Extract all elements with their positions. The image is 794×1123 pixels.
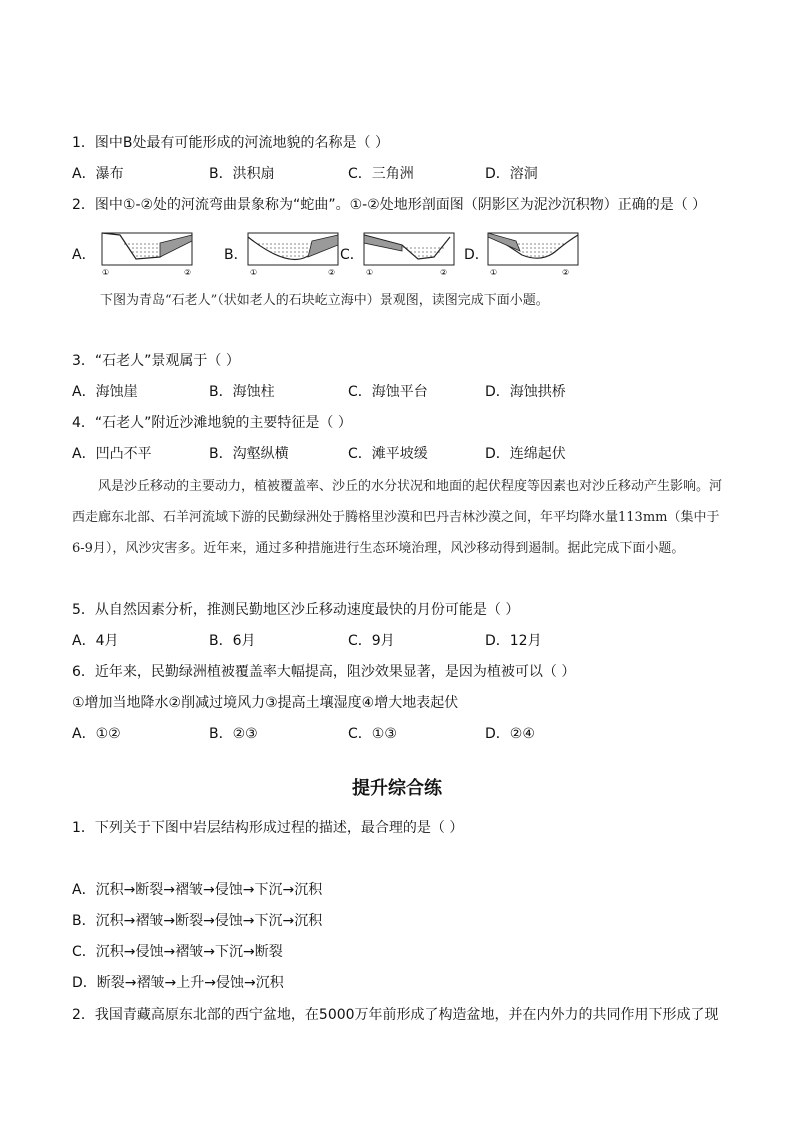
option-b: B．②③ xyxy=(209,726,258,742)
question-4-stem: 4．“石老人”附近沙滩地貌的主要特征是（ ） xyxy=(72,415,352,431)
question-6-stem: 6．近年来，民勤绿洲植被覆盖率大幅提高，阻沙效果显著，是因为植被可以（ ） xyxy=(72,664,576,680)
s2-q1-option-d: D．断裂→褶皱→上升→侵蚀→沉积 xyxy=(72,975,284,991)
s2-question-2-stem: 2．我国青藏高原东北部的西宁盆地，在5000万年前形成了构造盆地，并在内外力的共同作用下形成了现 xyxy=(72,1007,719,1023)
option-d: D．海蚀拱桥 xyxy=(485,384,566,400)
point-mark-1: ① xyxy=(490,268,498,277)
reading-passage: 风是沙丘移动的主要动力，植被覆盖率、沙丘的水分状况和地面的起伏程度等因素也对沙丘移动产生影响。河西走廊东北部、石羊河流域下游的民勤绿洲处于腾格里沙漠和巴丹吉林沙漠之间，年平均降水量113mm（集中于6-9月），风沙灾害多。近年来，通过多种措施进行生态环境治理，风沙移动得到遏制。据此完成下面小题。 xyxy=(72,479,723,556)
option-d: D．溶洞 xyxy=(485,166,538,182)
point-mark-1: ① xyxy=(250,268,258,277)
s2-q1-option-b: B．沉积→褶皱→断裂→侵蚀→下沉→沉积 xyxy=(72,913,323,929)
option-c: C．三角洲 xyxy=(348,166,414,182)
option-b-label: B． xyxy=(224,247,248,263)
question-4-options xyxy=(72,445,732,463)
option-c-label: C． xyxy=(340,247,364,263)
section-title: 提升综合练 xyxy=(352,778,442,799)
option-d: D．12月 xyxy=(485,633,542,649)
option-b: B．沟壑纵横 xyxy=(209,446,289,462)
question-1-stem: 1．图中B处最有可能形成的河流地貌的名称是（ ） xyxy=(72,135,389,151)
point-mark-2: ② xyxy=(440,268,448,277)
option-c: C．滩平坡缓 xyxy=(348,446,428,462)
profile-diagram-a xyxy=(100,227,196,277)
point-mark-1: ① xyxy=(102,268,110,277)
s2-question-1-stem: 1．下列关于下图中岩层结构形成过程的描述，最合理的是（ ） xyxy=(72,820,464,836)
option-a: A．凹凸不平 xyxy=(72,446,152,462)
option-d: D．连绵起伏 xyxy=(485,446,566,462)
option-d: D．②④ xyxy=(485,726,535,742)
point-mark-1: ① xyxy=(366,268,374,277)
option-c: C．海蚀平台 xyxy=(348,384,428,400)
question-6-items: ①增加当地降水②削减过境风力③提高土壤湿度④增大地表起伏 xyxy=(72,695,459,711)
question-3-stem: 3．“石老人”景观属于（ ） xyxy=(72,353,240,369)
option-c: C．9月 xyxy=(348,633,395,649)
question-2-stem: 2．图中①-②处的河流弯曲景象称为“蛇曲”。①-②处地形剖面图（阴影区为泥沙沉积物）正确的是（ ） xyxy=(72,197,707,213)
s2-q1-option-a: A．沉积→断裂→褶皱→侵蚀→下沉→沉积 xyxy=(72,882,323,898)
figure-caption: 下图为青岛“石老人”（状如老人的石块屹立海中）景观图，读图完成下面小题。 xyxy=(100,293,549,308)
question-5-options xyxy=(72,632,732,650)
question-6-options xyxy=(72,725,732,743)
point-mark-2: ② xyxy=(328,268,336,277)
option-b: B．6月 xyxy=(209,633,256,649)
question-3-options xyxy=(72,383,732,401)
option-d-label: D． xyxy=(464,247,489,263)
question-1-options xyxy=(72,165,732,183)
s2-q1-option-c: C．沉积→侵蚀→褶皱→下沉→断裂 xyxy=(72,944,283,960)
option-c: C．①③ xyxy=(348,726,397,742)
option-a: A．4月 xyxy=(72,633,119,649)
option-a-label: A． xyxy=(72,247,96,263)
profile-diagram-b xyxy=(246,227,342,277)
option-a: A．瀑布 xyxy=(72,166,124,182)
option-b: B．海蚀柱 xyxy=(209,384,275,400)
option-a: A．①② xyxy=(72,726,121,742)
point-mark-2: ② xyxy=(184,268,192,277)
profile-diagram-c xyxy=(362,227,458,277)
point-mark-2: ② xyxy=(562,268,570,277)
question-5-stem: 5．从自然因素分析，推测民勤地区沙丘移动速度最快的月份可能是（ ） xyxy=(72,602,520,618)
option-b: B．洪积扇 xyxy=(209,166,275,182)
profile-diagram-d xyxy=(486,227,582,277)
option-a: A．海蚀崖 xyxy=(72,384,138,400)
